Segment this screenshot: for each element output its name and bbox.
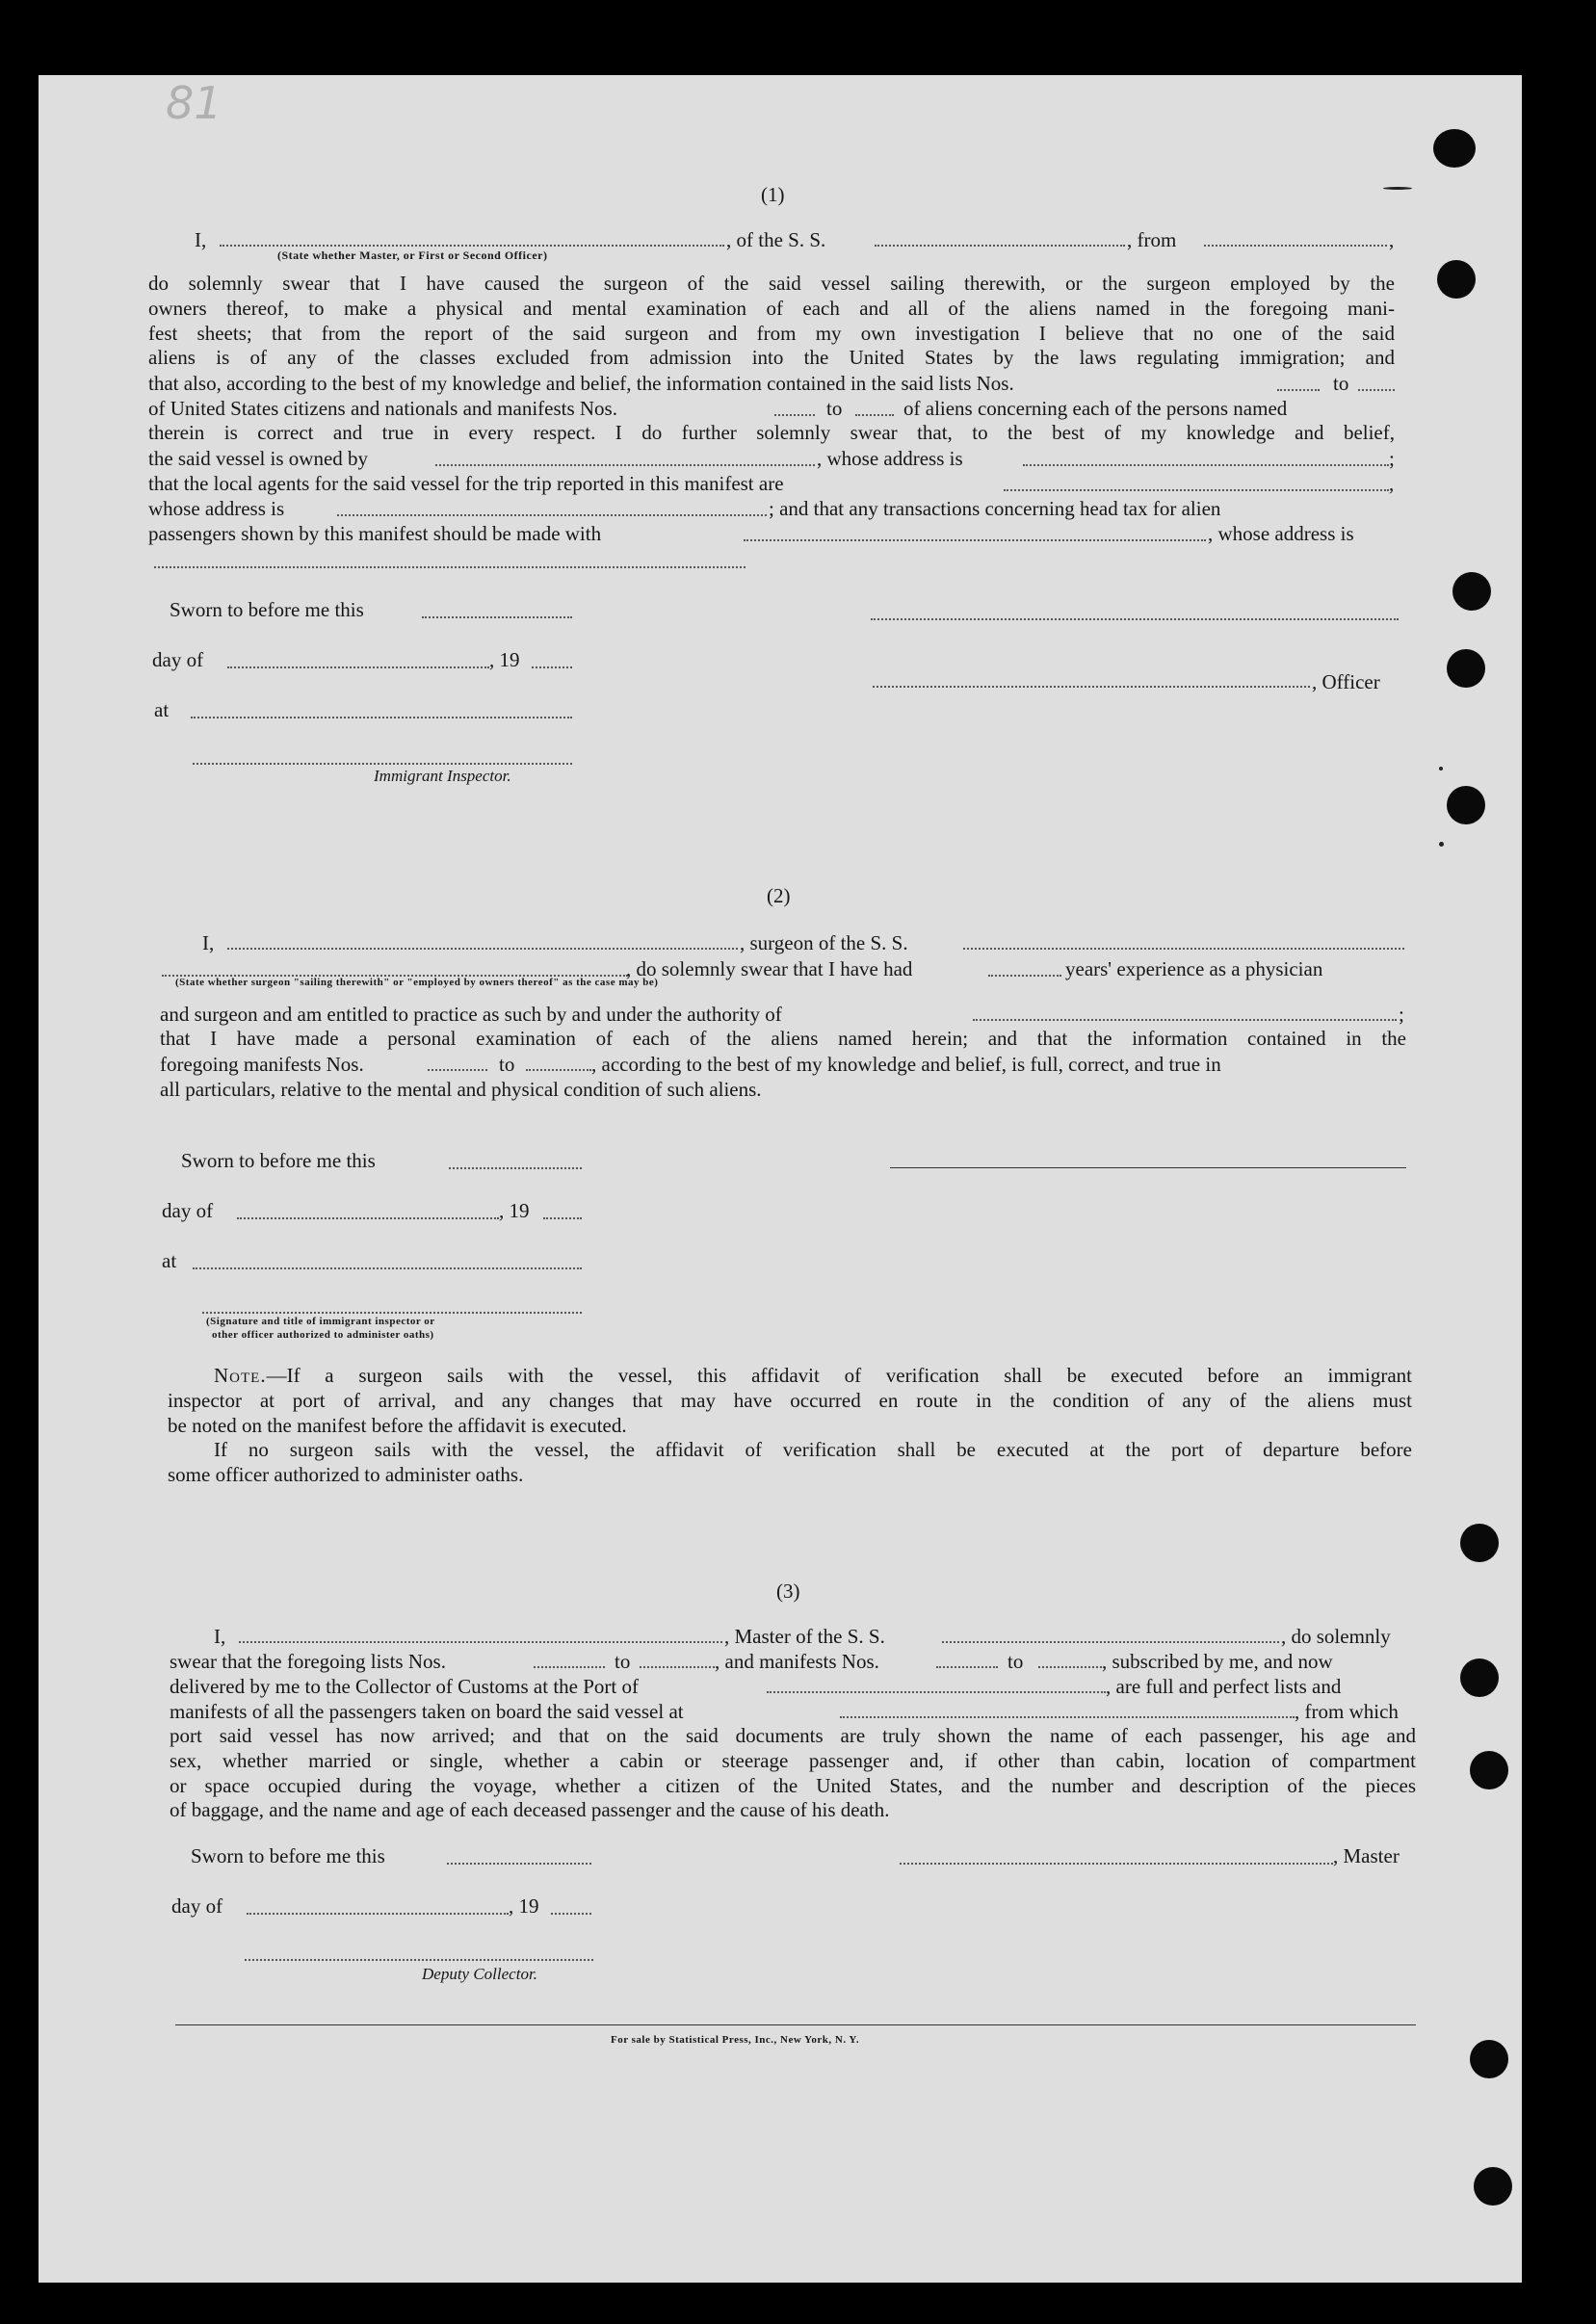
- blank-master: [239, 1641, 722, 1643]
- footer-rule: [175, 2024, 1416, 2025]
- s1-to: to: [1333, 372, 1349, 395]
- blank-s3-lists-to: [640, 1666, 715, 1668]
- s1-line: whose address is: [148, 497, 285, 520]
- s1-line6-rest: of aliens concerning each of the persons named: [903, 397, 1288, 420]
- blank-vessel: [875, 245, 1125, 247]
- blank-s2-inspector-sign: [202, 1312, 582, 1314]
- s1-at: at: [154, 698, 170, 721]
- s2-line3a: foregoing manifests Nos.: [160, 1053, 364, 1076]
- punch-hole: [1474, 2167, 1512, 2206]
- s3-solemnly: , do solemnly: [1281, 1625, 1391, 1648]
- blank-from: [1204, 245, 1387, 247]
- punch-hole: [1452, 572, 1491, 611]
- speck: [1439, 767, 1443, 770]
- s3-line: or space occupied during the voyage, whether a citizen of the United States, and the number and description of the pieces: [170, 1773, 1416, 1797]
- s3-l2-to2: to: [1007, 1650, 1024, 1673]
- blank-inspector-sign: [193, 763, 572, 765]
- blank-officer-sign: [873, 686, 1310, 688]
- blank-embark-port: [840, 1716, 1295, 1718]
- blank-signature: [871, 618, 1399, 620]
- speck: [1383, 187, 1412, 190]
- s2-day-of: day of: [162, 1199, 214, 1222]
- s2-line: that I have made a personal examination of each of the aliens named herein; and that the information contained in the: [160, 1027, 1406, 1050]
- blank-s2-month: [237, 1217, 499, 1219]
- blank-s2-at: [193, 1267, 582, 1269]
- s2-line1-end: ;: [1399, 1003, 1404, 1026]
- s2-sworn: Sworn to before me this: [181, 1149, 376, 1172]
- blank-s2-year: [543, 1217, 582, 1219]
- blank-years: [988, 975, 1061, 977]
- s1-line: that the local agents for the said vessel for the trip reported in this manifest are: [148, 472, 784, 495]
- s3-line: sex, whether married or single, whether a cabin or steerage passenger and, if other than cabin, location of compartment: [170, 1748, 1416, 1772]
- s2-line3b: , according to the best of my knowledge and belief, is full, correct, and true in: [591, 1053, 1221, 1076]
- pencil-stamp: 81: [166, 77, 222, 129]
- s2-line4: all particulars, relative to the mental and physical condition of such aliens.: [160, 1078, 762, 1101]
- blank-s2-to: [526, 1069, 591, 1071]
- s3-line: of baggage, and the name and age of each deceased passenger and the cause of his death.: [170, 1798, 890, 1822]
- s3-intro-i: I,: [214, 1625, 226, 1648]
- s1-intro-of: , of the S. S.: [726, 228, 826, 251]
- blank-s2-sworn-day: [449, 1167, 582, 1169]
- s2-line1: and surgeon and am entitled to practice as such by and under the authority of: [160, 1003, 782, 1026]
- s1-intro-comma: ,: [1389, 228, 1395, 251]
- blank-s3-sworn-day: [447, 1863, 591, 1865]
- s3-l2-to1: to: [615, 1650, 631, 1673]
- s2-note-label: Note.: [214, 1364, 267, 1387]
- s1-semicolon: ;: [1389, 447, 1395, 470]
- punch-hole: [1470, 2040, 1508, 2078]
- blank-s2-signature: [890, 1167, 1406, 1168]
- blank-tax-address: [154, 566, 746, 568]
- blank-s3-manifest-to: [1038, 1666, 1102, 1668]
- s1-line: the said vessel is owned by: [148, 447, 369, 470]
- s3-l2a: swear that the foregoing lists Nos.: [170, 1650, 446, 1673]
- s1-intro-from: , from: [1127, 228, 1177, 251]
- s2-note2-line: If no surgeon sails with the vessel, the affidavit of verification shall be executed at the port of departure before: [214, 1438, 1412, 1462]
- s2-caption: (State whether surgeon "sailing therewith" or "employed by owners thereof" as the case may be): [175, 977, 659, 988]
- s2-intro-i: I,: [202, 931, 215, 954]
- blank-agents-address: [337, 514, 767, 516]
- s1-line: owners thereof, to make a physical and mental examination of each and all of the aliens named in the foregoing mani-: [148, 296, 1395, 320]
- s1-day-of: day of: [152, 648, 204, 671]
- blank-sworn-day: [422, 616, 572, 618]
- s3-master: , Master: [1333, 1844, 1400, 1867]
- section-1-number: (1): [761, 183, 785, 206]
- s3-sworn: Sworn to before me this: [191, 1844, 385, 1867]
- s1-line: aliens is of any of the classes excluded from admission into the United States by the laws regulating immigration; and: [148, 346, 1395, 370]
- section-2-number: (2): [767, 884, 791, 907]
- section-3-body: [170, 1724, 1416, 1823]
- s2-note: [168, 1364, 1412, 1488]
- blank-lists-to: [1358, 389, 1395, 391]
- s1-line: fest sheets; that from the report of the said surgeon and from my own investigation I believe that no one of the said: [148, 321, 1395, 345]
- blank-at: [191, 717, 572, 718]
- punch-hole: [1433, 129, 1476, 168]
- s3-l2c: , subscribed by me, and now: [1102, 1650, 1333, 1673]
- s2-experience: years' experience as a physician: [1065, 957, 1323, 980]
- section-1-body: [148, 272, 1395, 371]
- s2-note2-line: some officer authorized to administer oaths.: [168, 1463, 524, 1487]
- s1-caption: (State whether Master, or First or Second Officer): [277, 248, 548, 262]
- punch-hole: [1470, 1751, 1508, 1789]
- blank-s3-vessel: [942, 1641, 1279, 1643]
- blank-s3-month: [247, 1913, 509, 1915]
- footer-imprint: For sale by Statistical Press, Inc., New York, N. Y.: [611, 2034, 860, 2046]
- s1-line: passengers shown by this manifest should be made with: [148, 522, 602, 545]
- s1-to: to: [826, 397, 843, 420]
- blank-month: [227, 666, 489, 668]
- s1-19: , 19: [489, 648, 520, 671]
- s1-sworn: Sworn to before me this: [170, 598, 364, 621]
- blank-owner-address: [1023, 464, 1389, 466]
- s2-sig-caption-2: other officer authorized to administer oaths): [212, 1329, 434, 1341]
- s1-inspector: Immigrant Inspector.: [374, 767, 511, 785]
- s2-surgeon-of: , surgeon of the S. S.: [740, 931, 908, 954]
- s2-note-text: —If a surgeon sails with the vessel, this affidavit of verification shall be executed before an immigrant: [266, 1364, 1412, 1387]
- s1-line11-rest: , whose address is: [1208, 522, 1354, 545]
- s1-line: do solemnly swear that I have caused the surgeon of the said vessel sailing therewith, or the surgeon employed by the: [148, 272, 1395, 295]
- blank-authority: [973, 1019, 1397, 1021]
- s2-19: , 19: [499, 1199, 530, 1222]
- s1-line: therein is correct and true in every respect. I do further solemnly swear that, to the best of my knowledge and belief,: [148, 421, 1395, 444]
- s3-master-of: , Master of the S. S.: [724, 1625, 885, 1648]
- blank-surgeon: [227, 948, 738, 950]
- s3-19: , 19: [509, 1894, 539, 1918]
- s2-sig-caption-1: (Signature and title of immigrant inspector or: [206, 1316, 435, 1327]
- punch-hole: [1447, 649, 1485, 688]
- blank-officer: [220, 245, 724, 247]
- s3-day-of: day of: [171, 1894, 223, 1918]
- s3-l4b: , from which: [1295, 1700, 1399, 1723]
- s1-line10-rest: ; and that any transactions concerning head tax for alien: [769, 497, 1221, 520]
- blank-s2-from: [428, 1069, 487, 1071]
- s3-l3b: , are full and perfect lists and: [1106, 1675, 1342, 1698]
- punch-hole: [1447, 786, 1485, 824]
- punch-hole: [1460, 1524, 1499, 1562]
- s1-line: that also, according to the best of my knowledge and belief, the information contained in the said lists Nos.: [148, 372, 1014, 395]
- s2-note-line: be noted on the manifest before the affidavit is executed.: [168, 1413, 627, 1437]
- blank-s3-lists-from: [534, 1666, 605, 1668]
- s2-note-line: inspector at port of arrival, and any changes that may have occurred en route in the condition of any of the aliens must: [168, 1388, 1412, 1412]
- blank-lists-from: [1277, 389, 1320, 391]
- s3-collector: Deputy Collector.: [422, 1965, 537, 1983]
- blank-s3-signature: [900, 1863, 1333, 1865]
- blank-manifest-from: [774, 414, 815, 416]
- s1-line7: [148, 421, 1395, 446]
- s2-note-line: [168, 1364, 1412, 1389]
- blank-year: [532, 666, 572, 668]
- s1-officer: , Officer: [1312, 670, 1380, 693]
- blank-s3-manifest-from: [936, 1666, 998, 1668]
- s1-intro-i: I,: [195, 228, 207, 251]
- punch-hole: [1437, 260, 1476, 299]
- s1-addr: , whose address is: [817, 447, 963, 470]
- s1-comma: ,: [1389, 472, 1395, 495]
- blank-agents: [1004, 489, 1389, 491]
- s3-l3a: delivered by me to the Collector of Customs at the Port of: [170, 1675, 639, 1698]
- s1-line: of United States citizens and nationals and manifests Nos.: [148, 397, 617, 420]
- blank-collector-sign: [245, 1959, 593, 1961]
- s3-l2b: , and manifests Nos.: [715, 1650, 879, 1673]
- blank-manifest-to: [855, 414, 894, 416]
- speck: [1439, 842, 1444, 847]
- s2-swear: , do solemnly swear that I have had: [626, 957, 913, 980]
- s3-l4a: manifests of all the passengers taken on board the said vessel at: [170, 1700, 684, 1723]
- blank-owner: [435, 464, 815, 466]
- s2-at: at: [162, 1249, 177, 1272]
- s3-line: port said vessel has now arrived; and that on the said documents are truly shown the name of each passenger, his age and: [170, 1724, 1416, 1747]
- blank-tax-party: [744, 539, 1206, 541]
- blank-s2-vessel: [963, 948, 1404, 950]
- s2-line2-block: [160, 1027, 1406, 1052]
- blank-s3-year: [551, 1913, 591, 1915]
- s2-line3-to: to: [499, 1053, 515, 1076]
- punch-hole: [1460, 1658, 1499, 1697]
- section-3-number: (3): [776, 1580, 800, 1603]
- blank-port: [767, 1691, 1106, 1693]
